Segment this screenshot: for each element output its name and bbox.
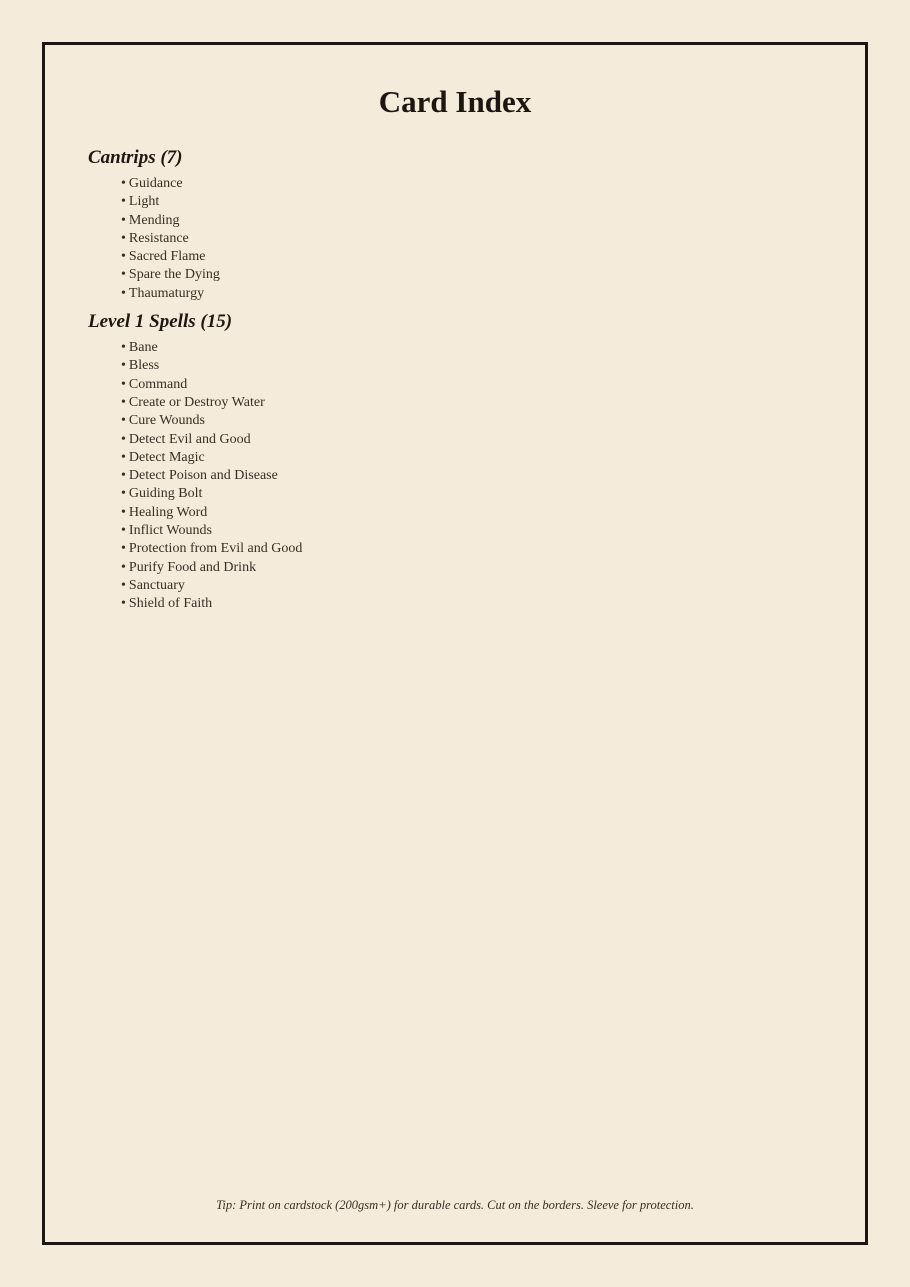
list-item xyxy=(121,285,825,303)
bullet-icon: • xyxy=(121,340,126,356)
spell-list xyxy=(88,175,825,303)
bullet-icon: • xyxy=(121,559,126,575)
list-item xyxy=(121,449,825,467)
list-item xyxy=(121,431,825,449)
print-tip: Tip: Print on cardstock (200gsm+) for durable cards. Cut on the borders. Sleeve for protection. xyxy=(216,1198,694,1212)
spell-name: Mending xyxy=(128,212,180,228)
bullet-icon: • xyxy=(121,541,126,557)
bullet-icon: • xyxy=(121,504,126,520)
list-item xyxy=(121,339,825,357)
list-item xyxy=(121,394,825,412)
page-frame xyxy=(42,42,868,1245)
spell-name: Detect Evil and Good xyxy=(128,431,251,447)
bullet-icon: • xyxy=(121,449,126,465)
list-item xyxy=(121,540,825,558)
bullet-icon: • xyxy=(121,212,126,228)
spell-name: Sacred Flame xyxy=(128,249,206,265)
bullet-icon: • xyxy=(121,577,126,593)
list-item xyxy=(121,485,825,503)
list-item xyxy=(121,193,825,211)
spell-name: Bane xyxy=(128,340,158,356)
list-item xyxy=(121,175,825,193)
spell-name: Detect Poison and Disease xyxy=(128,468,278,484)
spell-name: Command xyxy=(128,376,188,392)
spell-section xyxy=(88,309,825,613)
page-title: Card Index xyxy=(378,84,532,119)
spell-name: Detect Magic xyxy=(128,449,205,465)
spell-name: Guiding Bolt xyxy=(128,486,203,502)
list-item xyxy=(121,522,825,540)
spell-name: Cure Wounds xyxy=(128,413,205,429)
list-item xyxy=(121,248,825,266)
spell-name: Create or Destroy Water xyxy=(128,394,265,410)
list-item xyxy=(121,230,825,248)
list-item xyxy=(121,559,825,577)
spell-name: Purify Food and Drink xyxy=(128,559,257,575)
bullet-icon: • xyxy=(121,267,126,283)
bullet-icon: • xyxy=(121,486,126,502)
bullet-icon: • xyxy=(121,194,126,210)
spell-name: Inflict Wounds xyxy=(128,523,212,539)
spell-name: Guidance xyxy=(128,176,183,191)
bullet-icon: • xyxy=(121,376,126,392)
bullet-icon: • xyxy=(121,413,126,429)
bullet-icon: • xyxy=(121,249,126,265)
spell-name: Bless xyxy=(128,358,160,374)
list-item xyxy=(121,504,825,522)
list-item xyxy=(121,212,825,230)
spell-name: Light xyxy=(128,194,160,210)
bullet-icon: • xyxy=(121,394,126,410)
spell-list xyxy=(88,339,825,613)
section-heading: Level 1 Spells (15) xyxy=(88,311,233,333)
bullet-icon: • xyxy=(121,176,126,191)
spell-name: Resistance xyxy=(128,230,189,246)
list-item xyxy=(121,376,825,394)
bullet-icon: • xyxy=(121,431,126,447)
spell-name: Healing Word xyxy=(128,504,208,520)
list-item xyxy=(121,412,825,430)
list-item xyxy=(121,357,825,375)
spell-name: Protection from Evil and Good xyxy=(128,541,303,557)
spell-name: Sanctuary xyxy=(128,577,185,593)
spell-name: Spare the Dying xyxy=(128,267,220,283)
list-item xyxy=(121,266,825,284)
list-item xyxy=(121,577,825,595)
sections-container xyxy=(88,145,825,620)
bullet-icon: • xyxy=(121,285,126,301)
bullet-icon: • xyxy=(121,230,126,246)
bullet-icon: • xyxy=(121,523,126,539)
spell-name: Thaumaturgy xyxy=(128,285,205,301)
list-item xyxy=(121,595,825,613)
spell-name: Shield of Faith xyxy=(128,596,213,612)
bullet-icon: • xyxy=(121,596,126,612)
bullet-icon: • xyxy=(121,358,126,374)
bullet-icon: • xyxy=(121,468,126,484)
list-item xyxy=(121,467,825,485)
spell-section xyxy=(88,145,825,303)
section-heading: Cantrips (7) xyxy=(88,147,183,168)
